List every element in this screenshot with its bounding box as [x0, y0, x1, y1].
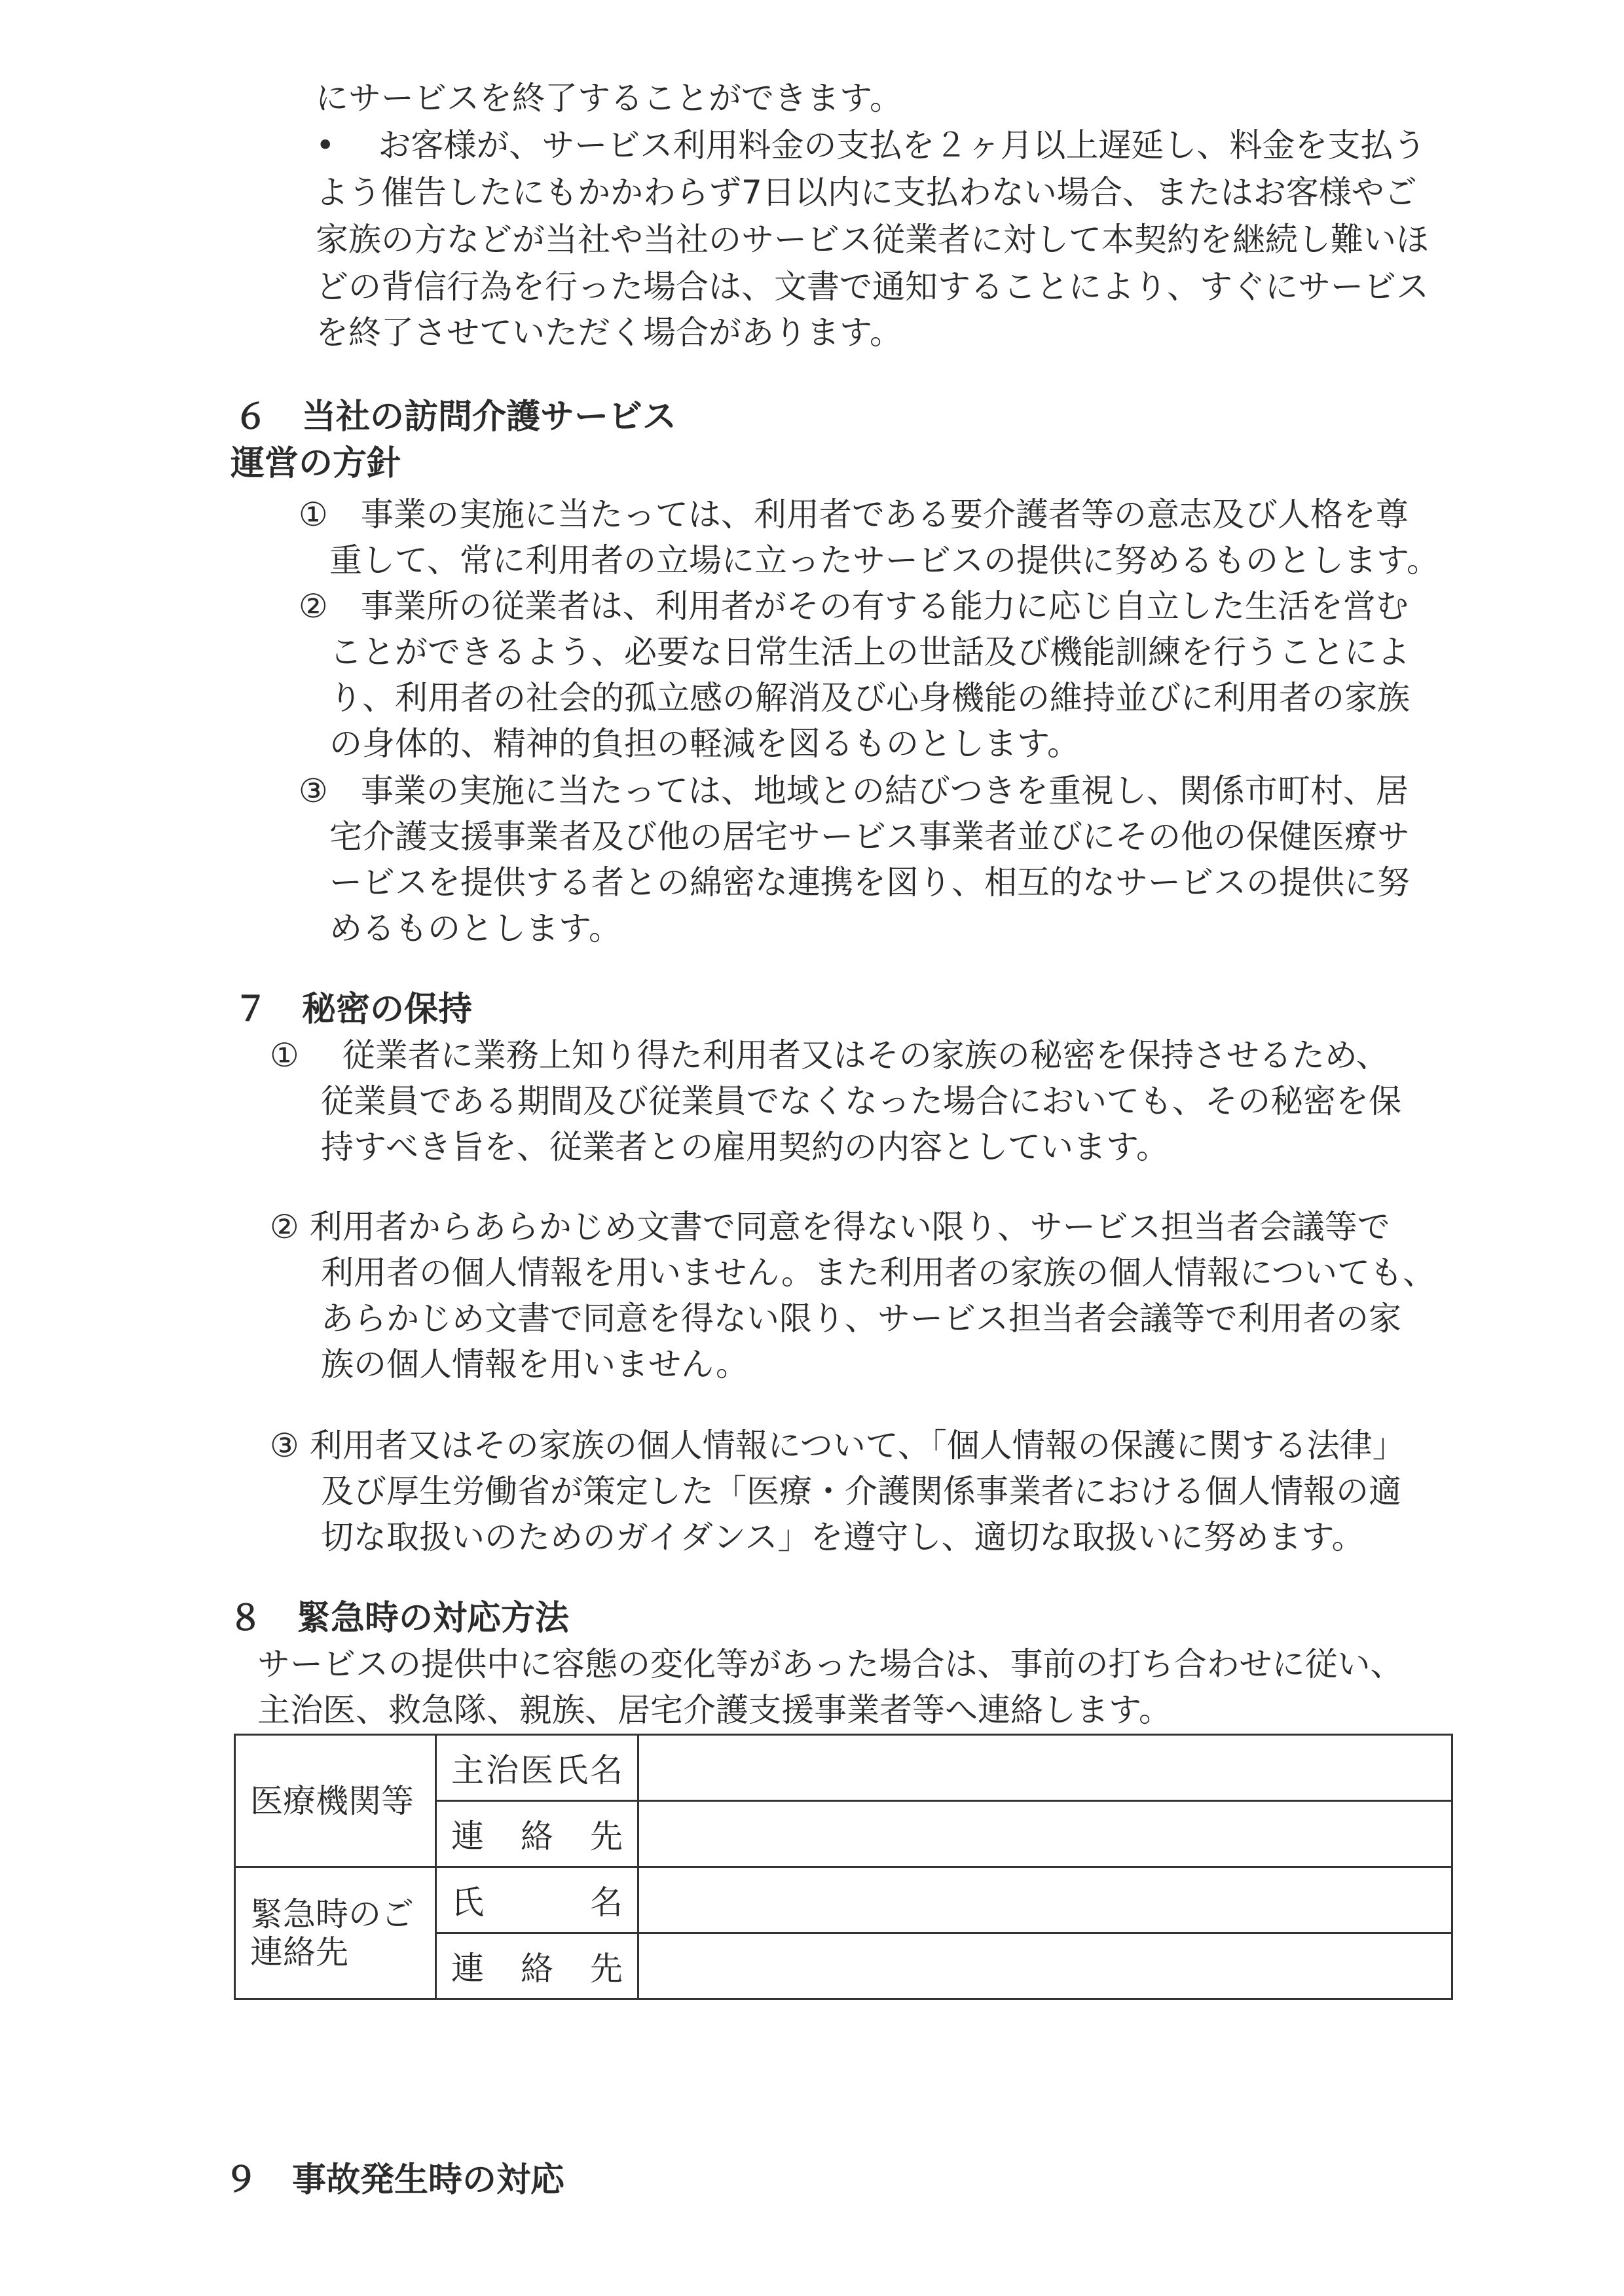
text-line: にサービスを終了することができます。	[316, 79, 902, 117]
text-line: 持すべき旨を、従業者との雇用契約の内容としています。	[321, 1128, 1169, 1166]
doctor-contact-field[interactable]	[638, 1801, 1452, 1867]
table-row	[235, 1867, 1452, 1933]
text-line: 族の個人情報を用いません。	[321, 1345, 748, 1383]
text-line: 利用者の個人情報を用いません。また利用者の家族の個人情報についても、	[321, 1254, 1435, 1292]
text-line: 及び厚生労働省が策定した「医療・介護関係事業者における個人情報の適	[321, 1472, 1401, 1510]
text-line: 家族の方などが当社や当社のサービス従業者に対して本契約を継続し難いほ	[316, 221, 1429, 259]
policy-item-3: ③ 事業の実施に当たっては、地域との結びつきを重視し、関係市町村、居	[299, 772, 1409, 810]
emergency-contact-label-line2: 連絡先	[250, 1933, 348, 1971]
doctor-contact-label: 連 絡 先	[436, 1801, 638, 1867]
section-heading: ６ 当社の訪問介護サービス	[234, 397, 677, 437]
text-line: り、利用者の社会的孤立感の解消及び心身機能の維持並びに利用者の家族	[329, 679, 1410, 717]
contact-phone-label: 連 絡 先	[436, 1933, 638, 1999]
text-line: 主治医、救急隊、親族、居宅介護支援事業者等へ連絡します。	[257, 1691, 1172, 1729]
text-line: めるものとします。	[329, 909, 621, 947]
emergency-contact-label	[235, 1867, 436, 1999]
section-heading: ８ 緊急時の対応方法	[229, 1599, 570, 1638]
emergency-contact-table	[234, 1734, 1453, 2000]
contact-name-field[interactable]	[638, 1867, 1452, 1933]
confidentiality-item-2: ② 利用者からあらかじめ文書で同意を得ない限り、サービス担当者会議等で	[270, 1208, 1390, 1246]
contact-phone-field[interactable]	[638, 1933, 1452, 1999]
doctor-name-label: 主治医氏名	[436, 1735, 638, 1801]
section-heading: ９ 事故発生時の対応	[224, 2160, 565, 2200]
doctor-name-field[interactable]	[638, 1735, 1452, 1801]
text-line: 切な取扱いのためのガイダンス」を遵守し、適切な取扱いに努めます。	[321, 1518, 1365, 1556]
text-line: サービスの提供中に容態の変化等があった場合は、事前の打ち合わせに従い、	[257, 1645, 1403, 1683]
text-line: ービスを提供する者との綿密な連携を図り、相互的なサービスの提供に努	[329, 864, 1410, 902]
text-line: どの背信行為を行った場合は、文書で通知することにより、すぐにサービス	[316, 268, 1429, 306]
text-line: 宅介護支援事業者及び他の居宅サービス事業者並びにその他の保健医療サ	[329, 818, 1410, 856]
text-line: あらかじめ文書で同意を得ない限り、サービス担当者会議等で利用者の家	[321, 1300, 1401, 1338]
text-line: • お客様が、サービス利用料金の支払を２ヶ月以上遅延し、料金を支払う	[316, 126, 1426, 164]
text-line: 重して、常に利用者の立場に立ったサービスの提供に努めるものとします。	[329, 541, 1439, 579]
contact-name-label: 氏 名	[436, 1867, 638, 1933]
text-line: ことができるよう、必要な日常生活上の世話及び機能訓練を行うことによ	[329, 633, 1410, 671]
text-line: を終了させていただく場合があります。	[316, 314, 902, 352]
section-heading: ７ 秘密の保持	[234, 990, 473, 1029]
policy-item-2: ② 事業所の従業者は、利用者がその有する能力に応じ自立した生活を営む	[299, 587, 1409, 625]
medical-institution-label: 医療機関等	[235, 1735, 436, 1867]
emergency-contact-label-line1: 緊急時のご	[250, 1895, 414, 1933]
table-row	[235, 1735, 1452, 1801]
confidentiality-item-1: ① 従業者に業務上知り得た利用者又はその家族の秘密を保持させるため、	[270, 1036, 1389, 1074]
text-line: よう催告したにもかかわらず7日以内に支払わない場合、またはお客様やご	[316, 173, 1417, 211]
text-line: の身体的、精神的負担の軽減を図るものとします。	[329, 725, 1080, 763]
confidentiality-item-3: ③ 利用者又はその家族の個人情報について、「個人情報の保護に関する法律」	[270, 1427, 1405, 1465]
policy-item-1: ① 事業の実施に当たっては、利用者である要介護者等の意志及び人格を尊	[299, 496, 1409, 534]
text-line: 従業員である期間及び従業員でなくなった場合においても、その秘密を保	[321, 1082, 1401, 1120]
section-subheading: 運営の方針	[231, 444, 401, 483]
